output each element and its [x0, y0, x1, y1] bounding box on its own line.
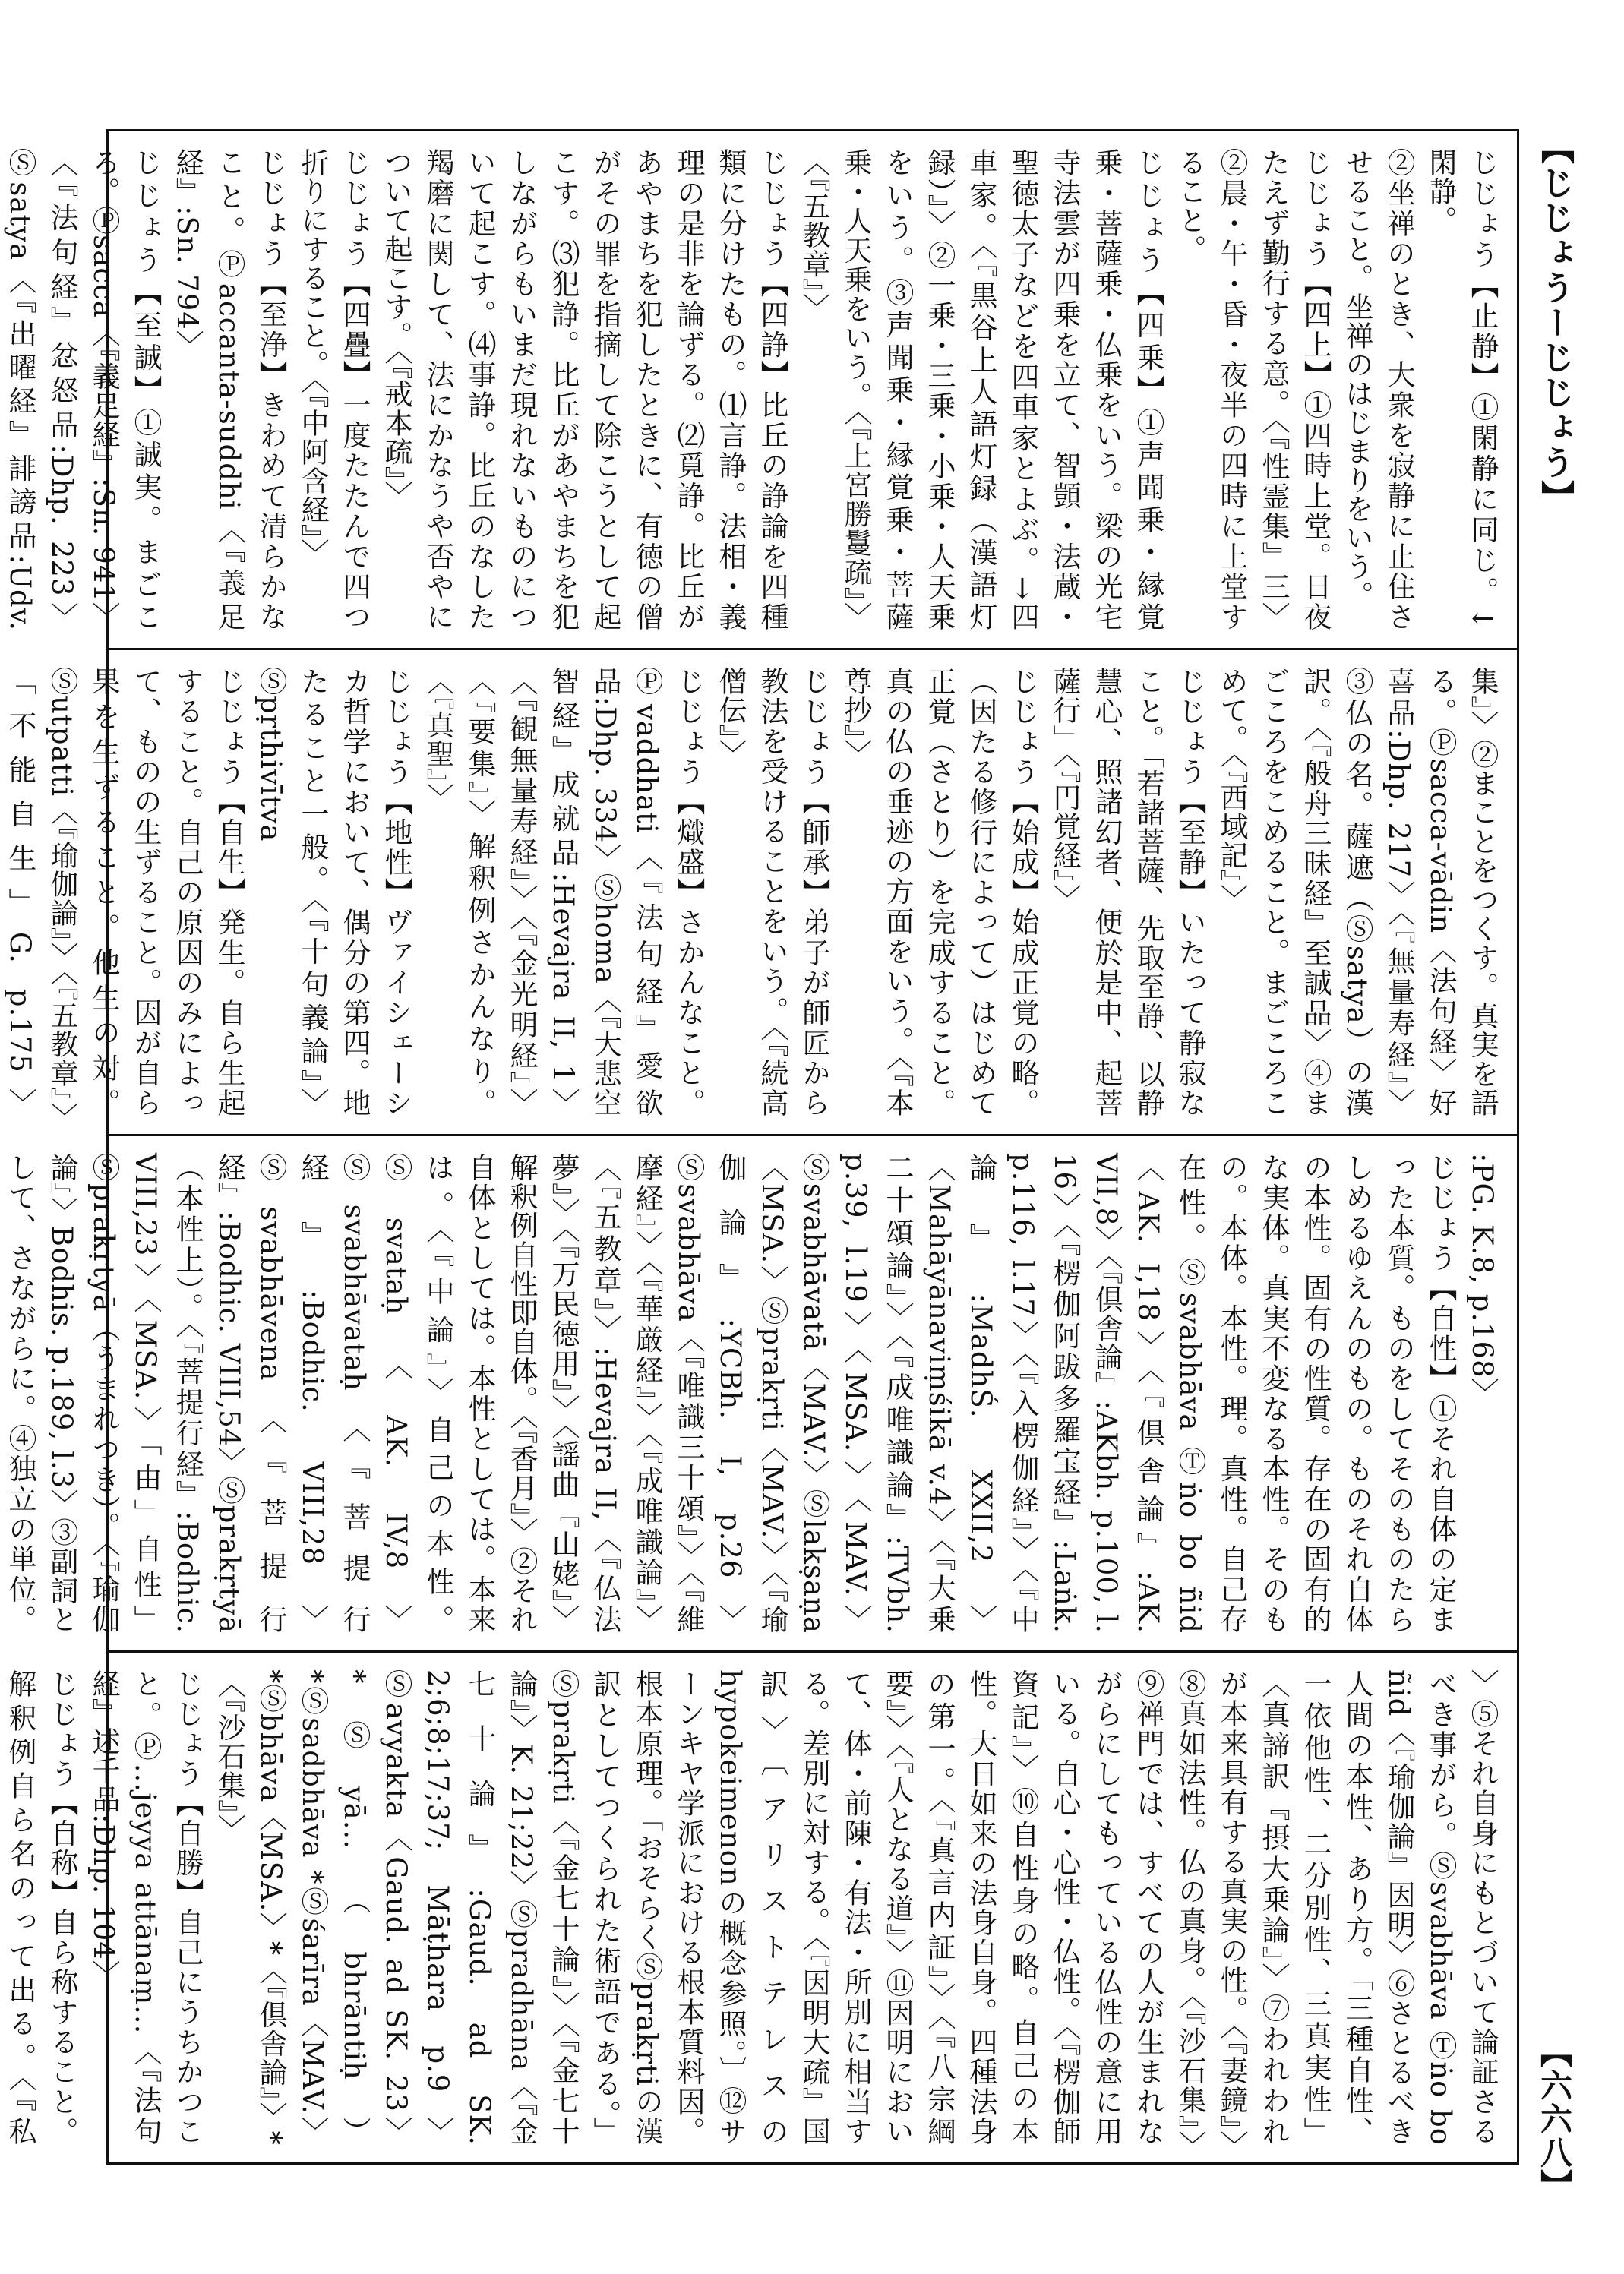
tier-1-text: じじょう【止静】①閑静に同じ。↓閑静。 ②坐禅のとき、大衆を寂静に止住させること。坐禅のはじまりをいう。 じじょう【四上】①四時上堂。日夜たえず勤行する意。〈『性霊集』三〉②晨・午・昏・夜半の四時に上堂すること。 じじょう【四乗】①声聞乗・縁覚乗・菩薩乗・仏乗をいう。梁の光宅寺法雲が四乗を立て、智顗・法蔵・聖徳太子などを四車家とよぶ。→四車家。〈『黒谷上人語灯録（漢語灯録）』〉②一乗・三乗・小乗・人天乗をいう。③声聞乗・縁覚乗・菩薩乗・人天乗をいう。〈『上宮勝鬘疏』〉〈『五教章』〉 じじょう【四諍】比丘の諍論を四種類に分けたもの。⑴言諍。法相・義理の是非を論ずる。⑵覓諍。比丘があやまちを犯したときに、有徳の僧がその罪を指摘して除こうとして起こす。⑶犯諍。比丘があやまちを犯しながらもいまだ現れないものについて起こす。⑷事諍。比丘のなした羯磨に関して、法にかなうや否やについて起こす。〈『戒本疏』〉 じじょう【四疊】一度たたんで四つ折りにすること。〈『中阿含経』〉 じじょう【至浄】きわめて清らかなこと。Ⓟaccanta-suddhi〈『義足経』:Sn. 794〉 じじょう【至誠】①誠実。まごころ。Ⓟsacca〈『義足経』:Sn. 941〉〈『法句経』忿怒品:Dhp. 223〉Ⓢsatya〈『出曜経』誹謗品:Udv.	[4, 148, 1499, 632]
text-tier-4	[4, 1650, 1517, 2162]
page-number: 【六六八】	[1536, 2036, 1573, 2203]
text-tier-1	[4, 131, 1517, 648]
text-tier-3	[4, 1134, 1517, 1650]
tier-3-text: :PG. K.8, p.168〉 じじょう【自性】①それ自体の定まった本質。ものをしてそのものたらしめるゆえんのもの。ものそれ自体の本性。固有の性質。存在の固有的な実体。真実不変なる本性。そのもの。本体。本性。理。真性。自己存在性。Ⓢsvabhāva Ⓣṅo bo ñid〈AK. I,18〉〈『倶舎論』:AK. VII,8〉〈『倶舎論』:AKbh. p.100, l. 16〉〈『楞伽阿跋多羅宝経』:Laṅk. p.116, l.17〉〈『入楞伽経』〉〈『中論』:MadhŚ. XXII,2〉〈Mahāyānaviṃśikā v.4〉〈『大乗二十頌論』〉〈『成唯識論』:TVbh. p.39, l.19〉〈MSA.〉〈MAV.〉Ⓢsvabhāvatā〈MAV.〉Ⓢlakṣaṇa〈MSA.〉Ⓢprakṛti〈MAV.〉〈『瑜伽論』:YCBh. I, p.26〉Ⓢsvabhāva〈『唯識三十頌』〉〈『維摩経』〉〈『華厳経』〉〈『成唯識論』〉〈『五教章』〉:Hevajra II,〈『仏法夢』〉〈『万民徳用』〉〈謡曲『山姥』〉解釈例自性即自体。〈『香月』〉②それ自体としては。本性としては。本来は。〈『中論』〉自己の本性。Ⓢsvataḥ〈AK. IV,8〉Ⓢsvabhāvataḥ〈『菩提行経』:Bodhic. VIII,28〉Ⓢsvabhāvena〈『菩提行経』:Bodhic. VIII,54〉Ⓢprakṛtyā（本性上）。〈『菩提行経』:Bodhic. VIII,23〉〈MSA.〉「由」自性」Ⓢprakṛtyā（うまれつき）。〈『瑜伽論』〉Bodhis. p.189, l.3〉③副詞として、さながらに。④独立の単位。	[4, 1153, 1499, 1634]
text-tier-2	[4, 648, 1517, 1134]
tier-4-text: 〉⑤それ自身にもとづいて論証さるべき事がら。Ⓢsvabhāva Ⓣṅo bo ñid〈『瑜伽論』因明〉⑥さとるべき人間の本性、あり方。「三種自性、一依他性、二分別性、三真実性」〈真諦訳『摂大乗論』〉⑦われわれが本来具有する真実の性。〈『妻鏡』〉⑧真如法性。仏の真身。〈『沙石集』〉⑨禅門では、すべての人が生まれながらにしてもっている仏性の意に用いる。自心・心性・仏性。〈『楞伽師資記』〉⑩自性身の略。自己の本性。大日如来の法身自身。四種法身の第一。〈『真言内証』〉〈『八宗綱要』〉〈『人となる道』〉⑪因明において、体・前陳・有法・所別に相当する。差別に対する。〈『因明大疏』国訳〉〔アリストテレスのhypokeimenonの概念参照。〕⑫サーンキヤ学派における根本質料因。根本原理。「おそらくⓈprakṛtiの漢訳としてつくられた術語である。」Ⓢprakṛti〈『金七十論』〉〈『金七十論』〉K. 21;22〉Ⓢpradhāna〈『金七十論』:Gaud. ad SK. 2;6;8;17;37; Māṭhara p.9〉Ⓢavyakta〈Gaud. ad SK. 23〉*Ⓢyā...（bhrāntiḥ）*Ⓢsadbhāva *Ⓢśarīra〈MAV.〉*Ⓢbhāva〈MSA.〉*〈『倶舎論』〉*〈『沙石集』〉 じじょう【自勝】自己にうちかつこと。Ⓟ...jeyya attānaṃ...〈『法句経』述千品:Dhp. 104〉 じじょう【自称】自ら称すること。解釈例自ら名のって出る。〈『私	[4, 1669, 1499, 2146]
running-head: 【じじょうーじじょう】	[1535, 131, 1574, 515]
page-frame	[4, 129, 1519, 2165]
tier-2-text: 集』〉②まことをつくす。真実を語る。Ⓟsacca-vādin〈法句経〉好喜品:Dhp. 217〉〈『無量寿経』〉③仏の名。薩遮（Ⓢsatya）の漢訳。〈『般舟三昧経』至誠品〉④まごころをこめること。まごころこめて。〈『西域記』〉 じじょう【至静】いたって静寂なこと。「若諸菩薩、先取至静、以静慧心、照諸幻者、便於是中、起菩薩行」〈『円覚経』〉 じじょう【始成】始成正覚の略。（因たる修行によって）はじめて正覚（さとり）を完成すること。真の仏の垂迹の方面をいう。〈『本尊抄』〉 じじょう【師承】弟子が師匠から教法を受けることをいう。〈『続高僧伝』〉 じじょう【熾盛】さかんなこと。Ⓟvaddhati〈『法句経』愛欲品:Dhp. 334〉Ⓢhoma〈『大悲空智経』成就品:Hevajra II, 1〉〈『観無量寿経』〉〈『金光明経』〉〈『要集』〉解釈例さかんなり。〈『真聖』〉 じじょう【地性】ヴァイシェーシカ哲学において、偶分の第四。地たること一般。〈『十句義論』〉Ⓢpṛthivītva じじょう【自生】発生。自ら生起すること。自己の原因のみによって、ものの生ずること。因が自ら果を生ずること。他生の対。Ⓢutpatti〈『瑜伽論』〉〈『五教章』〉「不能自生」G. p.175〉	[4, 667, 1499, 1117]
